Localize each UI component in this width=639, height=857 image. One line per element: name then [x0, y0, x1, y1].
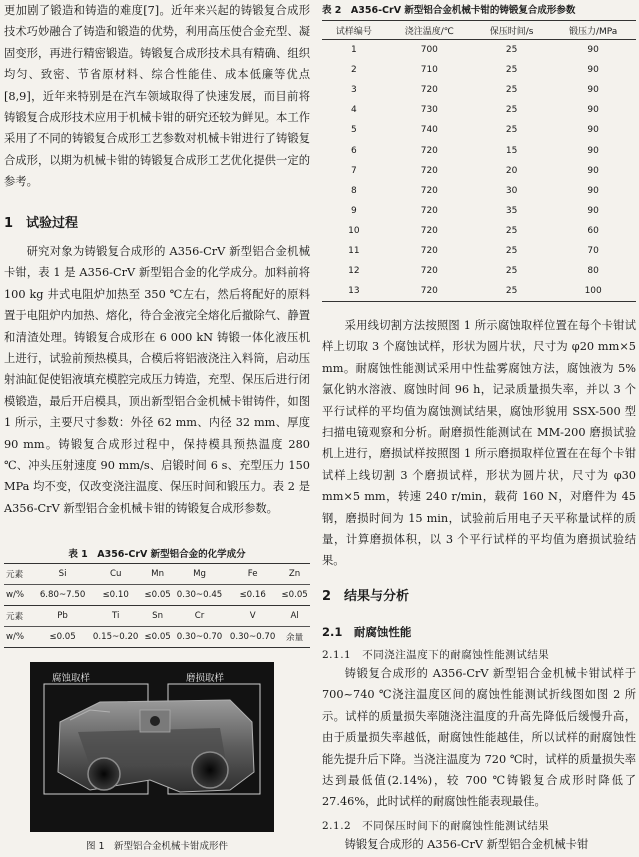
table-cell: 2	[351, 65, 357, 76]
table-cell: ≤0.05	[144, 590, 171, 600]
result-paragraph-2-1-2: 铸锻复合成形的 A356-CrV 新型铝合金机械卡钳	[344, 838, 589, 851]
table-row	[322, 181, 636, 201]
table-1-value-row	[4, 627, 310, 648]
result-paragraph-2-1-1: 铸锻复合成形的 A356-CrV 新型铝合金机械卡钳试样于 700~740 ℃浇注温度区间的腐蚀性能测试折线图如图 2 所示。试样的质量损失率随浇注温度的升高先降低后缓慢升高，由于质量损失率越低，耐腐蚀性能越佳，所以试样的耐腐蚀性能先提升后下降。当浇注温度为 720 ℃时，试样的质量损失率达到最低值(2.14%)，较 700 ℃铸锻复合成形时降低了 27.46%，此时试样的耐腐蚀性能表现最佳。	[322, 667, 636, 809]
table-cell: 元素	[4, 606, 36, 627]
table-2-body	[322, 40, 636, 302]
table-cell: 700	[420, 45, 438, 56]
figure-1-caption: 图 1 新型铝合金机械卡钳成形件	[85, 841, 229, 852]
table-cell: ≤0.16	[239, 590, 266, 600]
caliper-photo	[30, 662, 274, 832]
table-cell: 余量	[279, 627, 310, 648]
table-cell: 90	[587, 145, 599, 156]
table-cell: ≤0.10	[102, 590, 129, 600]
table-cell: 100	[550, 281, 636, 302]
table-cell: 元素	[4, 564, 36, 585]
caliper-illustration	[30, 662, 274, 832]
table-cell: ≤0.05	[142, 627, 173, 648]
table-cell: ≤0.05	[281, 590, 308, 600]
table-cell: 720	[420, 165, 438, 176]
table-cell: 20	[505, 165, 518, 176]
table-cell: Si	[36, 564, 89, 585]
table-header: 保压时间/s	[473, 21, 550, 40]
corrosion-sample-label: 腐蚀取样	[52, 673, 91, 684]
table-cell: 0.30~0.70	[226, 627, 279, 648]
table-cell: 720	[420, 145, 438, 156]
table-cell: 35	[505, 205, 518, 216]
table-cell: 720	[420, 85, 438, 96]
table-cell: 60	[587, 225, 599, 236]
section-1-title: 1 试验过程	[4, 216, 79, 231]
table-cell: 720	[420, 266, 438, 277]
table-cell: 720	[420, 205, 438, 216]
table-header: 浇注温度/℃	[386, 21, 473, 40]
table-cell: 25	[505, 105, 518, 116]
subsection-2-1-title: 2.1 耐腐蚀性能	[322, 625, 412, 639]
table-cell: 25	[505, 266, 518, 277]
table-cell: 10	[348, 225, 360, 236]
table-cell: 740	[420, 125, 438, 136]
table-cell: 730	[420, 105, 438, 116]
table-cell: V	[226, 606, 279, 627]
table-cell: 25	[505, 125, 518, 136]
table-2-header-row	[322, 21, 636, 40]
table-cell: 25	[505, 85, 518, 96]
table-cell: 720	[420, 225, 438, 236]
table-1-caption: 表 1 A356-CrV 新型铝合金的化学成分	[68, 549, 246, 560]
table-cell: 0.30~0.70	[173, 627, 226, 648]
table-1-value-row	[4, 585, 310, 606]
table-cell: 25	[505, 245, 518, 256]
table-cell: 90	[587, 45, 599, 56]
wear-sample-label: 磨损取样	[186, 673, 225, 684]
table-1-element-row	[4, 564, 310, 585]
table-cell: ≤0.05	[36, 627, 89, 648]
table-cell: 720	[386, 281, 473, 302]
table-row	[322, 201, 636, 221]
table-cell: 25	[505, 45, 518, 56]
table-cell: 30	[505, 185, 518, 196]
table-cell: Al	[279, 606, 310, 627]
table-cell: 90	[587, 125, 599, 136]
subsection-2-1-2-title: 2.1.2 不同保压时间下的耐腐蚀性能测试结果	[322, 820, 550, 832]
table-cell: 13	[322, 281, 386, 302]
table-cell: 4	[351, 105, 357, 116]
table-cell: 6	[351, 145, 357, 156]
table-cell: 5	[351, 125, 357, 136]
table-1	[4, 563, 310, 648]
table-cell: 9	[351, 205, 357, 216]
section-2-title: 2 结果与分析	[322, 589, 410, 604]
table-cell: 90	[587, 165, 599, 176]
table-cell: Fe	[226, 564, 279, 585]
table-row	[322, 281, 636, 302]
table-cell: 15	[505, 145, 518, 156]
table-cell: 710	[420, 65, 438, 76]
table-cell: 70	[587, 245, 599, 256]
table-cell: 25	[473, 281, 550, 302]
table-2	[322, 20, 636, 302]
table-cell: w/%	[6, 590, 25, 600]
table-row	[322, 120, 636, 140]
table-cell: 720	[420, 185, 438, 196]
table-cell: 90	[587, 205, 599, 216]
method-paragraph: 研究对象为铸锻复合成形的 A356-CrV 新型铝合金机械卡钳，表 1 是 A356-CrV 新型铝合金的化学成分。加料前将 100 kg 井式电阻炉加热至 350 ℃左右，然后将配好的原料置于电阻炉内加热、熔化，待合金液完全熔化后撤除气、静置和清渣处理。铸锻复合成形在 6 000 kN 铸锻一体化液压机上进行，试验前预热模具，合模后将铝液浇注入料筒，启动压射油缸促使铝液填充模腔完成压力铸造，充型、保压后进行闭模锻造，最后开启模具，顶出新型铝合金机械卡钳铸件，如图 1 所示，主要尺寸参数：外径 62 mm、内径 32 mm、厚度 90 mm。铸锻复合成形过程中，保持模具预热温度 280 ℃、冲头压射速度 90 mm/s、启锻时间 6 s、充型压力 150 MPa 均不变，仅改变浇注温度、保压时间和锻压力。表 2 是 A356-CrV 新型铝合金机械卡钳的铸锻复合成形参数。	[4, 245, 310, 515]
table-cell: 90	[587, 65, 599, 76]
table-row	[322, 80, 636, 100]
table-row	[322, 40, 636, 61]
intro-paragraph: 更加剧了锻造和铸造的难度[7]。近年来兴起的铸锻复合成形技术巧妙融合了铸造和锻造的优势，利用高压使合金充型、凝固变形，再进行精密锻造。铸锻复合成形技术具有精确、组织均匀、致密、节省原材料、综合性能佳、成本低廉等优点[8,9]，近年来特别是在汽车领域取得了快速发展，而目前将铸锻复合成形技术应用于机械卡钳的研究还较为鲜见。本工作采用了不同的铸锻复合成形工艺参数对机械卡钳进行了铸锻复合成形，以期为机械卡钳的铸锻复合成形工艺优化提供一定的参考。	[4, 4, 310, 189]
table-cell: 7	[351, 165, 357, 176]
table-row	[322, 261, 636, 281]
table-cell: 90	[587, 185, 599, 196]
table-cell: 0.30~0.45	[176, 590, 223, 600]
table-cell: Sn	[142, 606, 173, 627]
table-cell: Pb	[36, 606, 89, 627]
table-cell: 12	[348, 266, 360, 277]
table-row	[322, 140, 636, 160]
table-cell: w/%	[4, 627, 36, 648]
table-row	[322, 241, 636, 261]
table-cell: Cu	[89, 564, 142, 585]
subsection-2-1-1-title: 2.1.1 不同浇注温度下的耐腐蚀性能测试结果	[322, 649, 550, 661]
table-1-element-row	[4, 606, 310, 627]
table-cell: 1	[351, 45, 357, 56]
table-row	[322, 60, 636, 80]
table-cell: 90	[587, 105, 599, 116]
table-cell: Cr	[173, 606, 226, 627]
table-cell: 8	[351, 185, 357, 196]
table-header: 锻压力/MPa	[550, 21, 636, 40]
table-cell: 3	[351, 85, 357, 96]
table-cell: 90	[587, 85, 599, 96]
table-row	[322, 221, 636, 241]
table-cell: Mg	[173, 564, 226, 585]
table-cell: Zn	[279, 564, 310, 585]
table-header: 试样编号	[322, 21, 386, 40]
table-cell: 6.80~7.50	[39, 590, 86, 600]
table-row	[322, 100, 636, 120]
table-2-caption: 表 2 A356-CrV 新型铝合金机械卡钳的铸锻复合成形参数	[322, 5, 576, 16]
table-cell: 11	[348, 245, 360, 256]
table-cell: 25	[505, 65, 518, 76]
table-cell: Ti	[89, 606, 142, 627]
table-cell: 720	[420, 245, 438, 256]
test-method-paragraph: 采用线切割方法按照图 1 所示腐蚀取样位置在每个卡钳试样上切取 3 个腐蚀试样，形状为圆片状，尺寸为 φ20 mm×5 mm。耐腐蚀性能测试采用中性盐雾腐蚀方法，腐蚀液为 5%氯化钠水溶液、腐蚀时间 96 h，记录质量损失率，并以 3 个平行试样的平均值为腐蚀测试结果，腐蚀形貌用 SSX-500 型扫描电镜观察和分析。耐磨损性能测试在 MM-200 磨损试验机上进行，磨损试样按照图 1 所示磨损取样位置在在每个卡钳试样上线切割 3 个磨损试样，形状为圆片状，尺寸为 φ30 mm×5 mm，转速 240 r/min，载荷 160 N，对磨件为 45 钢，磨损时间为 15 min，试验前后用电子天平称量试样的质量，计算磨损体积，以 3 个平行试样的平均值为磨损试验结果。	[322, 319, 636, 568]
table-cell: 25	[505, 225, 518, 236]
table-cell: 0.15~0.20	[89, 627, 142, 648]
table-row	[322, 161, 636, 181]
table-cell: Mn	[142, 564, 173, 585]
table-cell: 80	[587, 266, 599, 277]
